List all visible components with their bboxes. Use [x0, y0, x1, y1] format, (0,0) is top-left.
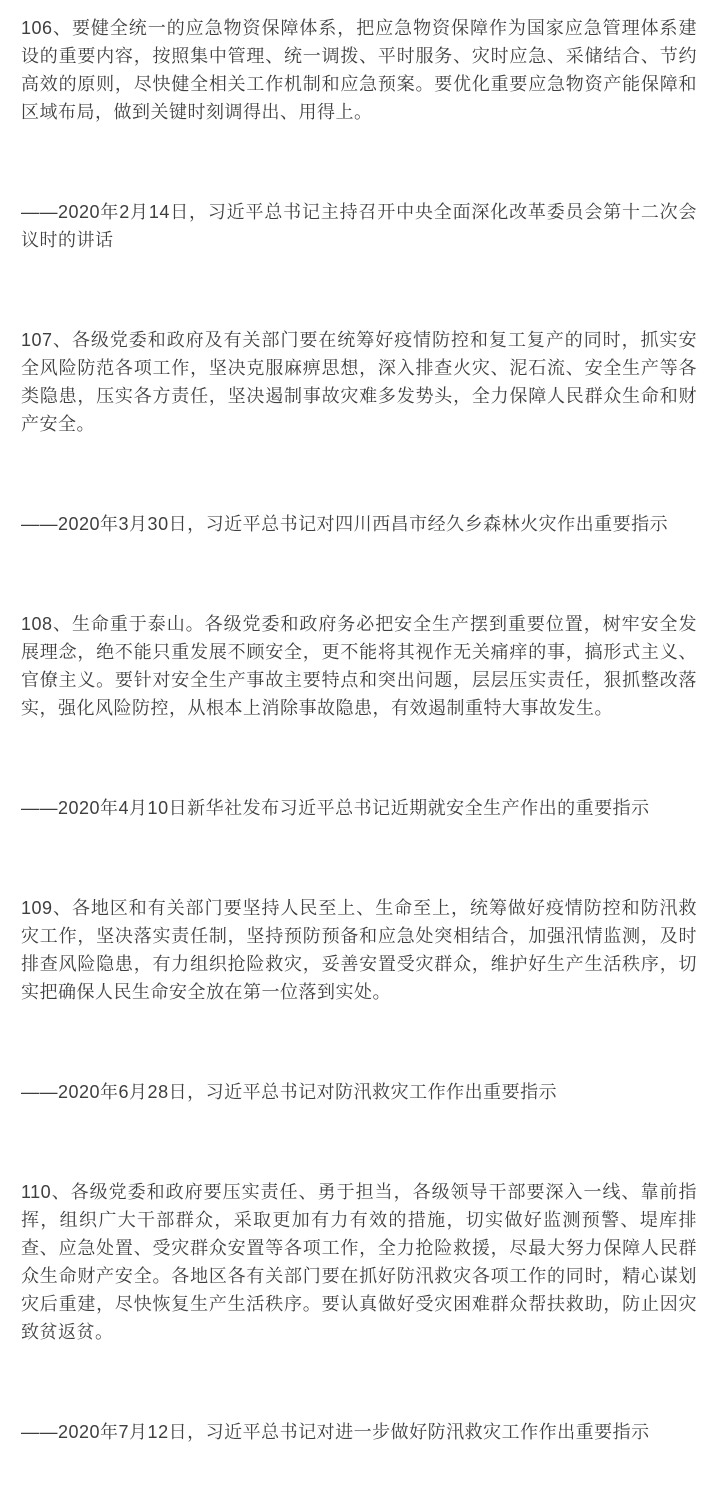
quote-entry-106 [21, 14, 697, 254]
quote-attribution-109: ——2020年6月28日，习近平总书记对防汛救灾工作作出重要指示 [21, 1082, 558, 1102]
quote-text-107: 107、各级党委和政府及有关部门要在统筹好疫情防控和复工复产的同时，抓实安全风险防范各项工作，坚决克服麻痹思想，深入排查火灾、泥石流、安全生产等各类隐患，压实各方责任，坚决遏制事故灾难多发势头，全力保障人民群众生命和财产安全。 [21, 330, 697, 434]
quote-text-110: 110、各级党委和政府要压实责任、勇于担当，各级领导干部要深入一线、靠前指挥，组织广大干部群众，采取更加有力有效的措施，切实做好监测预警、堤库排查、应急处置、受灾群众安置等各项工作，全力抢险救援，尽最大努力保障人民群众生命财产安全。各地区各有关部门要在抓好防汛救灾各项工作的同时，精心谋划灾后重建，尽快恢复生产生活秩序。要认真做好受灾困难群众帮扶救助，防止因灾致贫返贫。 [21, 1182, 697, 1342]
quote-attribution-108: ——2020年4月10日新华社发布习近平总书记近期就安全生产作出的重要指示 [21, 798, 650, 818]
quote-text-106: 106、要健全统一的应急物资保障体系，把应急物资保障作为国家应急管理体系建设的重要内容，按照集中管理、统一调拨、平时服务、灾时应急、采储结合、节约高效的原则，尽快健全相关工作机制和应急预案。要优化重要应急物资产能保障和区域布局，做到关键时刻调得出、用得上。 [21, 18, 697, 122]
quote-text-109: 109、各地区和有关部门要坚持人民至上、生命至上，统筹做好疫情防控和防汛救灾工作，坚决落实责任制，坚持预防预备和应急处突相结合，加强汛情监测，及时排查风险隐患，有力组织抢险救灾，妥善安置受灾群众，维护好生产生活秩序，切实把确保人民生命安全放在第一位落到实处。 [21, 898, 697, 1002]
quote-attribution-110: ——2020年7月12日，习近平总书记对进一步做好防汛救灾工作作出重要指示 [21, 1422, 650, 1442]
quote-attribution-106: ——2020年2月14日，习近平总书记主持召开中央全面深化改革委员会第十二次会议时的讲话 [21, 202, 697, 250]
quote-entry-109 [21, 894, 697, 1106]
quote-text-108: 108、生命重于泰山。各级党委和政府务必把安全生产摆到重要位置，树牢安全发展理念，绝不能只重发展不顾安全，更不能将其视作无关痛痒的事，搞形式主义、官僚主义。要针对安全生产事故主要特点和突出问题，层层压实责任，狠抓整改落实，强化风险防控，从根本上消除事故隐患，有效遏制重特大事故发生。 [21, 614, 697, 718]
quote-entry-108 [21, 610, 697, 822]
quote-entry-107 [21, 326, 697, 538]
quote-entry-110 [21, 1178, 697, 1446]
quote-attribution-107: ——2020年3月30日，习近平总书记对四川西昌市经久乡森林火灾作出重要指示 [21, 514, 669, 534]
